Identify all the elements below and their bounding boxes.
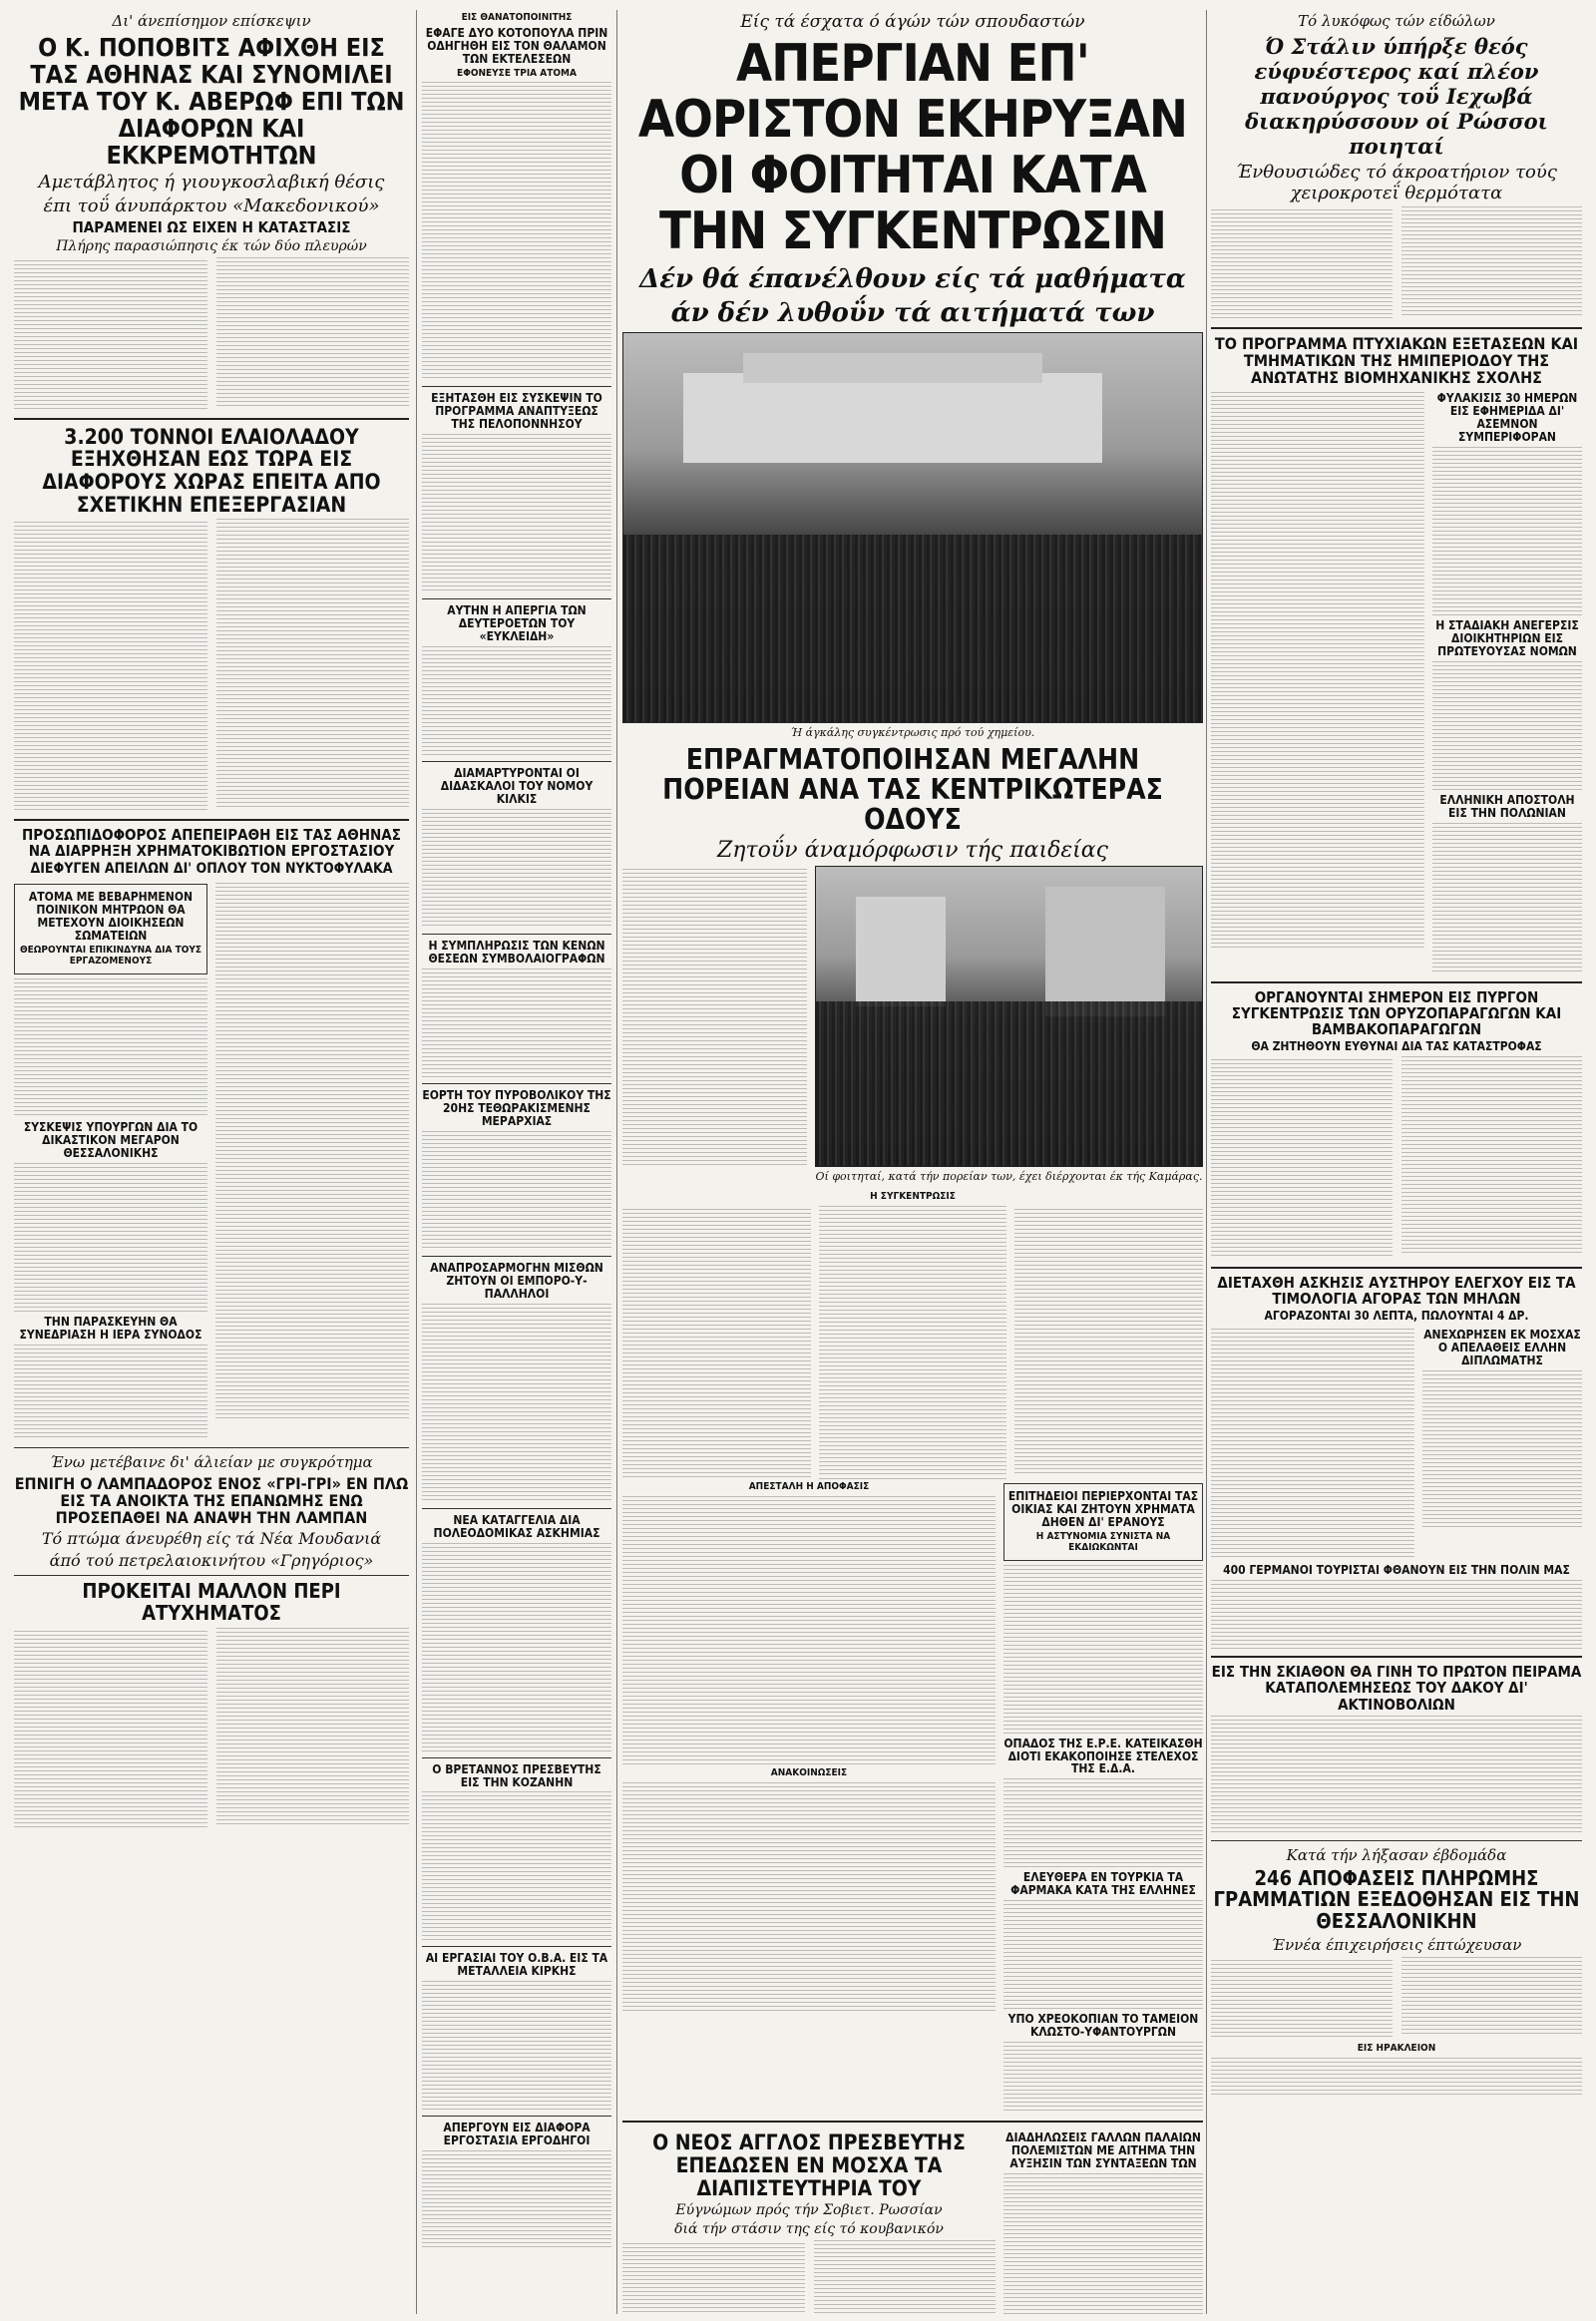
article-body-urban-planning [422, 1543, 611, 1752]
headline-kilkis-teachers: ΔΙΑΜΑΡΤΥΡΟΝΤΑΙ ΟΙ ΔΙΔΑΣΚΑΛΟΙ ΤΟΥ ΝΟΜΟΥ ΚΙΛΚΙΣ [440, 766, 594, 807]
kicker-students: Είς τά έσχατα ό άγών τών σπουδαστών [740, 12, 1085, 32]
article-body-march [622, 869, 807, 1168]
article-body-foremen-strike [422, 2150, 611, 2250]
headline-artillery-feast: ΕΟΡΤΗ ΤΟΥ ΠΥΡΟΒΟΛΙΚΟΥ ΤΗΣ 20ΗΣ ΤΕΘΩΡΑΚΙΣΜΕΝΗΣ ΜΕΡΑΡΧΙΑΣ [422, 1087, 611, 1128]
article-body-poland-mission [1432, 823, 1582, 972]
headline-foremen-strike: ΑΠΕΡΓΟΥΝ ΕΙΣ ΔΙΑΦΟΡΑ ΕΡΓΟΣΤΑΣΙΑ ΕΡΓΟΔΗΓΟΙ [443, 2121, 591, 2148]
subheadline-criminal-record: ΘΕΩΡΟΥΝΤΑΙ ΕΠΙΚΙΝΔΥΝΑ ΔΙΑ ΤΟΥΣ ΕΡΓΑΖΟΜΕΝΟΥΣ [19, 945, 202, 967]
article-body-announcements [622, 1782, 996, 2012]
article-body-expelled-diplomat [1422, 1370, 1582, 1530]
column-rule [416, 10, 417, 2314]
headline-german-tourists: 400 ΓΕΡΜΑΝΟΙ ΤΟΥΡΙΣΤΑΙ ΦΘΑΝΟΥΝ ΕΙΣ ΤΗΝ ΠΟΛΙΝ ΜΑΣ [1223, 1563, 1570, 1578]
headline-textile-fund: ΥΠΟ ΧΡΕΟΚΟΠΙΑΝ ΤΟ ΤΑΜΕΙΟΝ ΚΛΩΣΤΟ-ΥΦΑΝΤΟΥΡΓΩΝ [1007, 2012, 1199, 2040]
subheadline-popovic-4: Πλήρης παρασιώπησις έκ τών δύο πλευρών [56, 238, 367, 255]
headline-kirki-mines: ΑΙ ΕΡΓΑΣΙΑΙ ΤΟΥ Ο.Β.Α. ΕΙΣ ΤΑ ΜΕΤΑΛΛΕΙΑ ΚΙΡΚΗΣ [425, 1951, 608, 1979]
headline-british-ambassador-moscow: Ο ΝΕΟΣ ΑΓΓΛΟΣ ΠΡΕΣΒΕΥΤΗΣ ΕΠΕΔΩΣΕΝ ΕΝ ΜΟΣΧΑ ΤΑ ΔΙΑΠΙΣΤΕΥΤΗΡΙΑ ΤΟΥ [652, 2130, 966, 2200]
headline-drowning: ΕΠΝΙΓΗ Ο ΛΑΜΠΑΔΟΡΟΣ ΕΝΟΣ «ΓΡΙ-ΓΡΙ» ΕΝ ΠΛΩ ΕΙΣ ΤΑ ΑΝΟΙΚΤΑ ΤΗΣ ΕΠΑΝΩΜΗΣ ΕΝΩ ΠΡΟΣΕΠΑΘΕΙ ΝΑ ΑΝΑΨΗ ΤΗΝ ΛΑΜΠΑΝ [14, 1473, 409, 1528]
article-body-heraklion [1211, 2058, 1582, 2098]
article-body-notaries [422, 968, 611, 1078]
headline-poland-mission: ΕΛΛΗΝΙΚΗ ΑΠΟΣΤΟΛΗ ΕΙΣ ΤΗΝ ΠΟΛΩΝΙΑΝ [1439, 792, 1575, 820]
headline-masked-burglar: ΠΡΟΣΩΠΙΔΟΦΟΡΟΣ ΑΠΕΠΕΙΡΑΘΗ ΕΙΣ ΤΑΣ ΑΘΗΝΑΣ ΝΑ ΔΙΑΡΡΗΞΗ ΧΡΗΜΑΤΟΚΙΒΩΤΙΟΝ ΕΡΓΟΣΤΑΣΙΟΥ [22, 825, 401, 861]
headline-rice-cotton: ΟΡΓΑΝΟΥΝΤΑΙ ΣΗΜΕΡΟΝ ΕΙΣ ΠΥΡΓΟΝ ΣΥΓΚΕΝΤΡΩΣΙΣ ΤΩΝ ΟΡΥΖΟΠΑΡΑΓΩΓΩΝ ΚΑΙ ΒΑΜΒΑΚΟΠΑΡΑΓΩΓΩΝ [1231, 987, 1562, 1039]
article-body-prefecture-buildings [1432, 661, 1582, 791]
headline-death-row: ΕΦΑΓΕ ΔΥΟ ΚΟΤΟΠΟΥΛΑ ΠΡΙΝ ΟΔΗΓΗΘΗ ΕΙΣ ΤΟΝ ΘΑΛΑΜΟΝ ΤΩΝ ΕΚΤΕΛΕΣΕΩΝ [425, 25, 608, 66]
article-body-rally [622, 1206, 1203, 1479]
article-body-british-ambassador-kozani [422, 1791, 611, 1941]
article-body-popovic [14, 257, 409, 412]
subheadline-education-reform: Ζητοΰν άναμόρφωσιν τής παιδείας [716, 838, 1108, 864]
article-body-journalist-jailed [1432, 447, 1582, 616]
article-body-kirki-mines [422, 1981, 611, 2111]
headline-euclid-strike: ΑΥΤΗΝ Η ΑΠΕΡΓΙΑ ΤΩΝ ΔΕΥΤΕΡΟΕΤΩΝ ΤΟΥ «ΕΥΚΛΕΙΔΗ» [447, 603, 587, 644]
article-body-french-veterans [1003, 2173, 1203, 2314]
subheadline-drowning-2: άπό τού πετρελαιοκινήτου «Γρηγόριος» [49, 1551, 374, 1571]
article-body-holy-synod [14, 1345, 207, 1439]
article-body-bills [1211, 1957, 1582, 2042]
subheadline-popovic-3: ΠΑΡΑΜΕΝΕΙ ΩΣ ΕΙΧΕΝ Η ΚΑΤΑΣΤΑΣΙΣ [72, 218, 351, 236]
headline-ere-member: ΟΠΑΔΟΣ ΤΗΣ Ε.Ρ.Ε. ΚΑΤΕΙΚΑΣΘΗ ΔΙΟΤΙ ΕΚΑΚΟΠΟΙΗΣΕ ΣΤΕΛΕΧΟΣ ΤΗΣ Ε.Δ.Α. [1003, 1736, 1203, 1776]
headline-accident: ΠΡΟΚΕΙΤΑΙ ΜΑΛΛΟΝ ΠΕΡΙ ΑΤΥΧΗΜΑΤΟΣ [82, 1579, 341, 1625]
subheadline-masked-burglar: ΔΙΕΦΥΓΕΝ ΑΠΕΙΛΩΝ ΔΙ' ΟΠΛΟΥ ΤΟΝ ΝΥΚΤΟΦΥΛΑΚΑ [30, 861, 393, 878]
subheadline-apple-prices: ΑΓΟΡΑΖΟΝΤΑΙ 30 ΛΕΠΤΑ, ΠΩΛΟΥΝΤΑΙ 4 ΔΡ. [1264, 1309, 1529, 1324]
headline-turkey-medicine: ΕΛΕΥΘΕΡΑ ΕΝ ΤΟΥΡΚΙΑ ΤΑ ΦΑΡΜΑΚΑ ΚΑΤΑ ΤΗΣ ΕΛΛΗΝΕΣ [1010, 1870, 1196, 1898]
article-body-kilkis-teachers [422, 809, 611, 929]
article-body-masked-burglar [215, 883, 409, 1421]
column-center [622, 10, 1203, 2314]
article-body-olive-oil [14, 519, 409, 813]
column-4 [1211, 10, 1582, 2314]
article-body-wages [422, 1304, 611, 1503]
subheadline-students-1: Δέν θά έπανέλθουν είς τά μαθήματα [639, 263, 1186, 294]
headline-urban-planning: ΝΕΑ ΚΑΤΑΓΓΕΛΙΑ ΔΙΑ ΠΟΛΕΟΔΟΜΙΚΑΣ ΑΣΚΗΜΙΑΣ [433, 1512, 600, 1540]
article-body-stalin [1211, 206, 1582, 321]
article-body-turkey-medicine [1003, 1900, 1203, 2010]
headline-criminal-record: ΑΤΟΜΑ ΜΕ ΒΕΒΑΡΗΜΕΝΟΝ ΠΟΙΝΙΚΟΝ ΜΗΤΡΩΟΝ ΘΑ ΜΕΤΕΧΟΥΝ ΔΙΟΙΚΗΣΕΩΝ ΣΩΜΑΤΕΙΩΝ [28, 890, 194, 944]
kicker-popovic: Δι' άνεπίσημον επίσκεψιν [112, 12, 311, 30]
headline-popovic: Ο Κ. ΠΟΠΟΒΙΤΣ ΑΦΙΧΘΗ ΕΙΣ ΤΑΣ ΑΘΗΝΑΣ ΚΑΙ ΣΥΝΟΜΙΛΕΙ ΜΕΤΑ ΤΟΥ Κ. ΑΒΕΡΩΦ ΕΠΙ ΤΩΝ ΔΙΑΦΟΡΩΝ ΚΑΙ ΕΚΚΡΕΜΟΤΗΤΩΝ [18, 33, 405, 170]
headline-bills: 246 ΑΠΟΦΑΣΕΙΣ ΠΛΗΡΩΜΗΣ ΓΡΑΜΜΑΤΙΩΝ ΕΞΕΔΟΘΗΣΑΝ ΕΙΣ ΤΗΝ ΘΕΣΣΑΛΟΝΙΚΗΝ [1213, 1865, 1580, 1933]
article-body-accident [14, 1628, 409, 1832]
photo-rally [622, 332, 1203, 723]
article-body-euclid-strike [422, 646, 611, 756]
section-rally: Η ΣΥΓΚΕΝΤΡΩΣΙΣ [870, 1191, 956, 1203]
article-body-peloponnese [422, 434, 611, 593]
article-body-german-tourists [1211, 1580, 1582, 1650]
article-body-british-ambassador-moscow [622, 2240, 996, 2314]
photo-march-caption: Οί φοιτηταί, κατά τήν πορείαν των, έχει διέρχονται έκ τής Καμάρας. [815, 1170, 1203, 1184]
headline-march: ΕΠΡΑΓΜΑΤΟΠΟΙΗΣΑΝ ΜΕΓΑΛΗΝ ΠΟΡΕΙΑΝ ΑΝΑ ΤΑΣ ΚΕΝΤΡΙΚΩΤΕΡΑΣ ΟΔΟΥΣ [662, 742, 1163, 837]
article-body-skiathos [1211, 1716, 1582, 1835]
headline-holy-synod: ΤΗΝ ΠΑΡΑΣΚΕΥΗΝ ΘΑ ΣΥΝΕΔΡΙΑΣΗ Η ΙΕΡΑ ΣΥΝΟΔΟΣ [19, 1314, 202, 1342]
headline-fake-collections: ΕΠΙΤΗΔΕΙΟΙ ΠΕΡΙΕΡΧΟΝΤΑΙ ΤΑΣ ΟΙΚΙΑΣ ΚΑΙ ΖΗΤΟΥΝ ΧΡΗΜΑΤΑ ΔΗΘΕΝ ΔΙ' ΕΡΑΝΟΥΣ [1007, 1489, 1199, 1530]
headline-peloponnese: ΕΞΗΤΑΣΘΗ ΕΙΣ ΣΥΣΚΕΨΙΝ ΤΟ ΠΡΟΓΡΑΜΜΑ ΑΝΑΠΤΥΞΕΩΣ ΤΗΣ ΠΕΛΟΠΟΝΝΗΣΟΥ [431, 391, 602, 432]
subheadline-bankruptcies: Έννέα έπιχειρήσεις έπτώχευσαν [1271, 1935, 1522, 1954]
headline-wages: ΑΝΑΠΡΟΣΑΡΜΟΓΗΝ ΜΙΣΘΩΝ ΖΗΤΟΥΝ ΟΙ ΕΜΠΟΡΟ-Υ-ΠΑΛΛΗΛΟΙ [430, 1260, 603, 1301]
subheadline-death-row: ΕΦΟΝΕΥΣΕ ΤΡΙΑ ΑΤΟΜΑ [457, 67, 577, 79]
article-body-fake-collections [1003, 1565, 1203, 1735]
article-body-decision [622, 1496, 996, 1765]
subheadline-popovic: Αμετάβλητος ή γιουγκοσλαβική θέσις [38, 172, 385, 193]
kicker-death-row: ΕΙΣ ΘΑΝΑΤΟΠΟΙΝΙΤΗΣ [461, 12, 573, 23]
section-announcements: ΑΝΑΚΟΙΝΩΣΕΙΣ [770, 1766, 848, 1778]
column-1 [14, 10, 409, 2314]
subheadline-drowning: Τό πτώμα άνευρέθη είς τά Νέα Μουδανιά [41, 1529, 382, 1549]
headline-ministers-meeting: ΣΥΣΚΕΨΙΣ ΥΠΟΥΡΓΩΝ ΔΙΑ ΤΟ ΔΙΚΑΣΤΙΚΟΝ ΜΕΓΑΡΟΝ ΘΕΣΣΑΛΟΝΙΚΗΣ [23, 1119, 199, 1160]
headline-exam-programme: ΤΟ ΠΡΟΓΡΑΜΜΑ ΠΤΥΧΙΑΚΩΝ ΕΞΕΤΑΣΕΩΝ ΚΑΙ ΤΜΗΜΑΤΙΚΩΝ ΤΗΣ ΗΜΙΠΕΡΙΟΔΟΥ ΤΗΣ ΑΝΩΤΑΤΗΣ ΒΙΟΜΗΧΑΝΙΚΗΣ ΣΧΟΛΗΣ [1214, 333, 1579, 388]
kicker-drowning: Ένω μετέβαινε δι' άλιείαν με συγκρότημα [50, 1452, 373, 1471]
column-rule [1206, 10, 1207, 2314]
subheadline-cuba: διά τήν στάσιν της είς τό κουβανικόν [674, 2221, 944, 2238]
article-body-apple-prices [1211, 1329, 1414, 1558]
article-body-textile-fund [1003, 2042, 1203, 2112]
headline-prefecture-buildings: Η ΣΤΑΔΙΑΚΗ ΑΝΕΓΕΡΣΙΣ ΔΙΟΙΚΗΤΗΡΙΩΝ ΕΙΣ ΠΡΩΤΕΥΟΥΣΑΣ ΝΟΜΩΝ [1435, 618, 1579, 659]
column-rule [616, 10, 617, 2314]
article-body-ministers-meeting [14, 1163, 207, 1313]
article-body-exam-programme [1211, 392, 1424, 951]
subheadline-grateful: Εύγνώμων πρός τήν Σοβιετ. Ρωσσίαν [675, 2202, 943, 2219]
subheadline-rice-cotton: ΘΑ ΖΗΤΗΘΟΥΝ ΕΥΘΥΝΑΙ ΔΙΑ ΤΑΣ ΚΑΤΑΣΤΡΟΦΑΣ [1251, 1039, 1542, 1054]
headline-skiathos: ΕΙΣ ΤΗΝ ΣΚΙΑΘΟΝ ΘΑ ΓΙΝΗ ΤΟ ΠΡΩΤΟΝ ΠΕΙΡΑΜΑ ΚΑΤΑΠΟΛΕΜΗΣΕΩΣ ΤΟΥ ΔΑΚΟΥ ΔΙ' ΑΚΤΙΝΟΒΟΛΙΩΝ [1211, 1663, 1582, 1714]
headline-stalin: Ό Στάλιν ύπήρξε θεός εύφυέστερος καί πλέον πανούργος τοΰ Ιεχωβά διακηρύσσουν οί Ρώσσοι ποιηταί [1245, 34, 1548, 159]
headline-heraklion: ΕΙΣ ΗΡΑΚΛΕΙΟΝ [1357, 2043, 1436, 2055]
article-body-criminal-record [14, 978, 207, 1118]
headline-expelled-diplomat: ΑΝΕΧΩΡΗΣΕΝ ΕΚ ΜΟΣΧΑΣ Ο ΑΠΕΛΑΘΕΙΣ ΕΛΛΗΝ ΔΙΠΛΩΜΑΤΗΣ [1423, 1328, 1581, 1368]
article-body-death-row [422, 82, 611, 381]
headline-french-veterans: ΔΙΑΔΗΛΩΣΕΙΣ ΓΑΛΛΩΝ ΠΑΛΑΙΩΝ ΠΟΛΕΜΙΣΤΩΝ ΜΕ ΑΙΤΗΜΑ ΤΗΝ ΑΥΞΗΣΙΝ ΤΩΝ ΣΥΝΤΑΞΕΩΝ ΤΩΝ [1005, 2130, 1201, 2171]
headline-notaries: Η ΣΥΜΠΛΗΡΩΣΙΣ ΤΩΝ ΚΕΝΩΝ ΘΕΣΕΩΝ ΣΥΜΒΟΛΑΙΟΓΡΑΦΩΝ [428, 939, 605, 966]
subheadline-popovic-2: έπι τοΰ άνυπάρκτου «Μακεδονικού» [43, 195, 380, 216]
headline-student-strike: ΑΠΕΡΓΙΑΝ ΕΠ' ΑΟΡΙΣΤΟΝ ΕΚΗΡΥΞΑΝ ΟΙ ΦΟΙΤΗΤΑΙ ΚΑΤΑ ΤΗΝ ΣΥΓΚΕΝΤΡΩΣΙΝ [637, 34, 1188, 262]
subheadline-students-2: άν δέν λυθοΰν τά αιτήματά των [670, 297, 1155, 328]
column-2 [422, 10, 611, 2314]
kicker-stalin: Τό λυκόφως τών είδώλων [1298, 12, 1495, 30]
article-body-artillery-feast [422, 1131, 611, 1251]
subheadline-fake-collections: Η ΑΣΤΥΝΟΜΙΑ ΣΥΝΙΣΤΑ ΝΑ ΕΚΔΙΩΚΩΝΤΑΙ [1035, 1530, 1171, 1553]
headline-british-ambassador-kozani: Ο ΒΡΕΤΑΝΝΟΣ ΠΡΕΣΒΕΥΤΗΣ ΕΙΣ ΤΗΝ ΚΟΖΑΝΗΝ [432, 1761, 601, 1789]
subheadline-stalin: Ένθουσιώδες τό άκροατήριον τούς χειροκροτεΐ θερμότατα [1236, 162, 1557, 203]
article-body-ere-member [1003, 1778, 1203, 1868]
photo-rally-caption: Ή άγκάλης συγκέντρωσις πρό τού χημείου. [790, 725, 1035, 739]
section-decision: ΑΠΕΣΤΑΛΗ Η ΑΠΟΦΑΣΙΣ [748, 1481, 870, 1493]
photo-march-kamara [815, 866, 1203, 1167]
headline-olive-oil: 3.200 ΤΟΝΝΟΙ ΕΛΑΙΟΛΑΔΟΥ ΕΞΗΧΘΗΣΑΝ ΕΩΣ ΤΩΡΑ ΕΙΣ ΔΙΑΦΟΡΟΥΣ ΧΩΡΑΣ ΕΠΕΙΤΑ ΑΠΟ ΣΧΕΤΙΚΗΝ ΕΠΕΞΕΡΓΑΣΙΑΝ [42, 424, 381, 517]
headline-journalist-jailed: ΦΥΛΑΚΙΣΙΣ 30 ΗΜΕΡΩΝ ΕΙΣ ΕΦΗΜΕΡΙΔΑ ΔΙ' ΑΣΕΜΝΟΝ ΣΥΜΠΕΡΙΦΟΡΑΝ [1436, 391, 1578, 445]
headline-apple-prices: ΔΙΕΤΑΧΘΗ ΑΣΚΗΣΙΣ ΑΥΣΤΗΡΟΥ ΕΛΕΓΧΟΥ ΕΙΣ ΤΑ ΤΙΜΟΛΟΓΙΑ ΑΓΟΡΑΣ ΤΩΝ ΜΗΛΩΝ [1217, 1273, 1576, 1309]
kicker-bills: Κατά τήν λήξασαν έβδομάδα [1286, 1845, 1507, 1864]
article-body-rice-cotton [1211, 1056, 1582, 1261]
